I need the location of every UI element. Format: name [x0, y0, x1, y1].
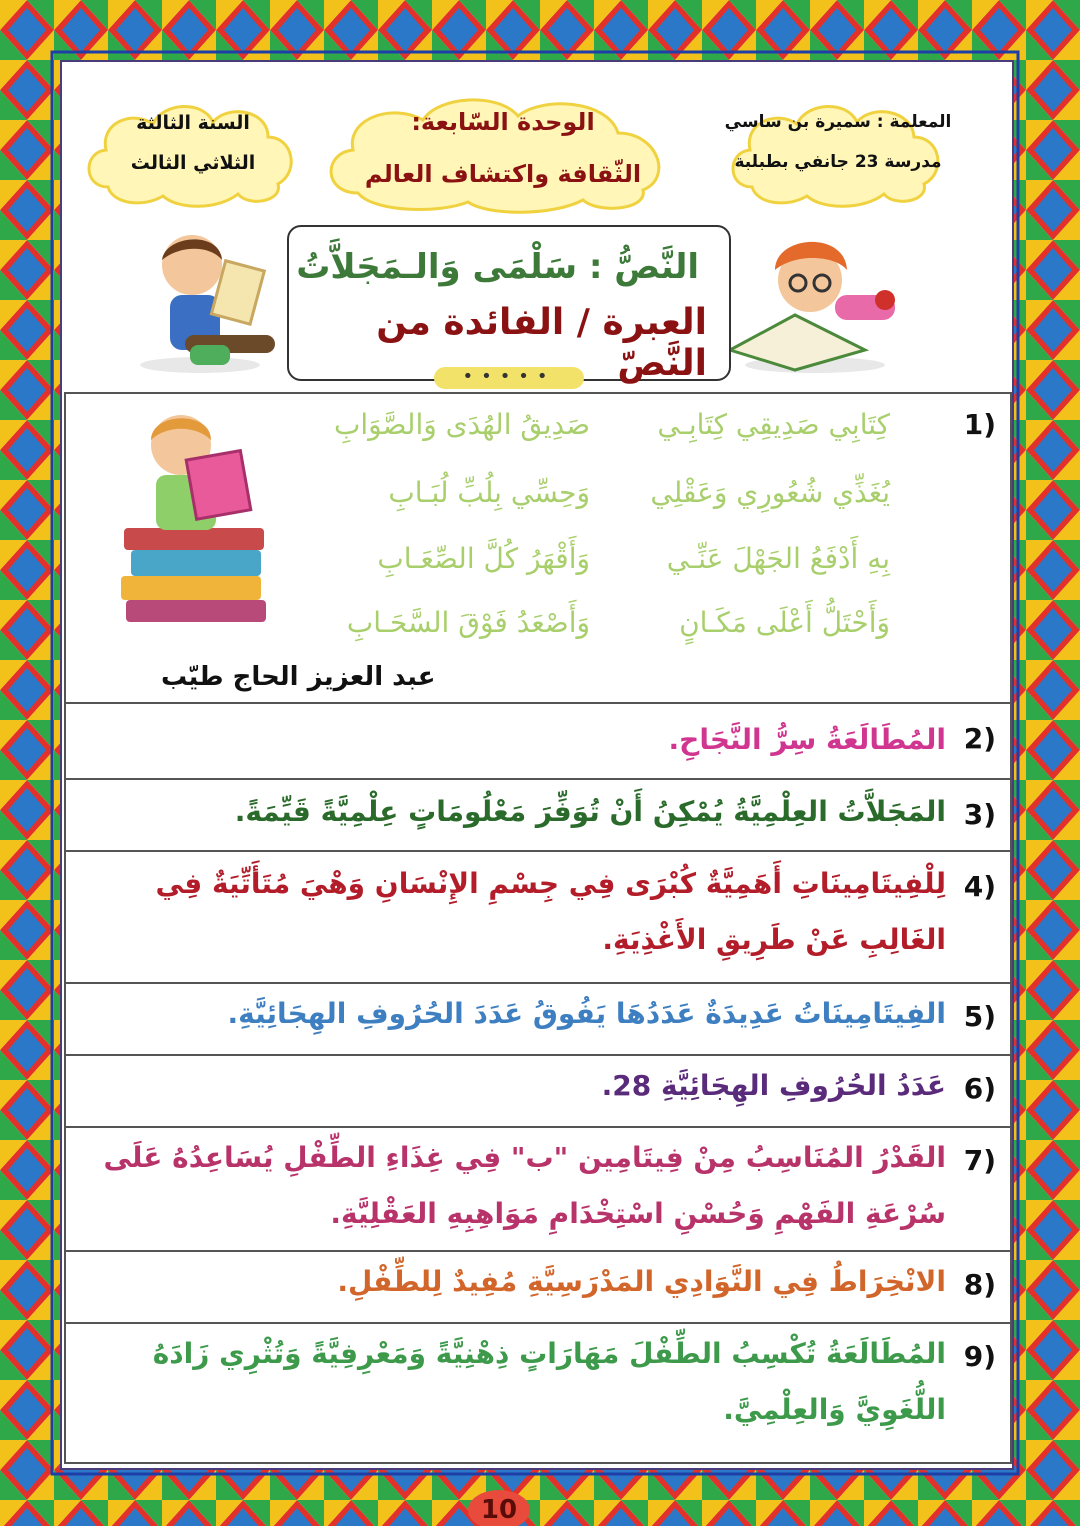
teacher-name: المعلمة : سميرة بن ساسي	[724, 112, 952, 132]
poet-name: عبد العزيز الحاج طيّب	[161, 662, 436, 692]
item-sentence: الفِيتَامِينَاتُ عَدِيدَةٌ عَدَدُهَا يَفُوقُ عَدَدَ الحُرُوفِ الهِجَائِيَّةِ.	[227, 997, 946, 1030]
item-sentence: الانْخِرَاطُ فِي النَّوَادِي المَدْرَسِيَّةِ مُفِيدٌ لِلطِّفْلِ.	[337, 1265, 946, 1298]
item-sentence: المُطَالَعَةُ سِرُّ النَّجَاحِ.	[668, 723, 946, 756]
grade-text: السنة الثالثة	[136, 112, 250, 134]
item-number: 2)	[963, 722, 996, 755]
poem-verse-left: وَحِسِّي بِلُبِّ لُبَـابِ	[388, 476, 590, 509]
table-row	[66, 778, 1010, 852]
table-row	[66, 702, 1010, 780]
item-number: 8)	[963, 1268, 996, 1301]
table-row	[66, 394, 1010, 704]
item-number: 6)	[963, 1072, 996, 1105]
item-sentence: عَدَدُ الحُرُوفِ الهِجَائِيَّةِ 28.	[601, 1069, 946, 1102]
child-on-books-icon	[96, 400, 296, 630]
grade-cloud	[78, 92, 308, 212]
boy-reading-icon	[130, 225, 290, 375]
poem-verse-right: وَأَحْتَلُّ أَعْلَى مَكَـانٍ	[679, 606, 890, 639]
decorative-dots: •••••	[434, 367, 584, 389]
table-row	[66, 1322, 1010, 1458]
poem-verse-right: كِتَابِي صَدِيقِي كِتَابِـي	[657, 408, 890, 441]
table-row	[66, 1250, 1010, 1324]
poem-verse-right: بِهِ أَدْفَعُ الجَهْلَ عَنِّـي	[666, 542, 890, 575]
item-sentence: المَجَلاَّتُ العِلْمِيَّةُ يُمْكِنُ أَنْ تُوَفِّرَ مَعْلُومَاتٍ عِلْمِيَّةً قَيِّمَةً.	[234, 795, 946, 828]
item-number: 1)	[963, 408, 996, 441]
table-row	[66, 982, 1010, 1056]
item-sentence: القَدْرُ المُنَاسِبُ مِنْ فِيتَامِين "ب" فِي غِذَاءِ الطِّفْلِ يُسَاعِدُهُ عَلَى سُرْعَةِ الفَهْمِ وَحُسْنِ اسْتِخْدَامِ مَوَاهِبِهِ العَقْلِيَّةِ.	[103, 1141, 946, 1230]
poem-verse-left: صَدِيقُ الهُدَى وَالصَّوَابِ	[334, 408, 590, 441]
table-row	[66, 850, 1010, 984]
lesson-title: العبرة / الفائدة من النَّصّ	[376, 302, 707, 384]
item-sentence: المُطَالَعَةُ تُكْسِبُ الطِّفْلَ مَهَارَاتٍ ذِهْنِيَّةً وَمَعْرِفِيَّةً وَتُثْرِي زَادَهُ اللُّغَوِيَّ وَالعِلْمِيَّ.	[152, 1337, 946, 1426]
item-number: 7)	[963, 1144, 996, 1177]
poem-verse-right: يُغَذِّي شُعُورِي وَعَقْلِي	[650, 476, 890, 509]
item-number: 4)	[963, 870, 996, 903]
table-row	[66, 1054, 1010, 1128]
item-number: 5)	[963, 1000, 996, 1033]
unit-label: الوحدة السّابعة:	[411, 108, 595, 136]
term-text: الثلاثي الثالث	[130, 152, 256, 174]
table-row	[66, 1126, 1010, 1252]
school-name: مدرسة 23 جانفي بطبلبة	[734, 152, 942, 172]
unit-cloud	[318, 88, 688, 218]
unit-title: الثّقافة واكتشاف العالم	[364, 160, 642, 188]
item-number: 9)	[963, 1340, 996, 1373]
poem-verse-left: وَأَصْعَدُ فَوْقَ السَّحَـابِ	[346, 606, 590, 639]
item-number: 3)	[963, 798, 996, 831]
item-sentence: لِلْفِيتَامِينَاتِ أَهَمِيَّةٌ كُبْرَى فِي جِسْمِ الإِنْسَانِ وَهْيَ مُتَأَتِّيَةٌ فِي الغَالِبِ عَنْ طَرِيقِ الأَغْذِيَةِ.	[155, 867, 946, 956]
title-box	[287, 225, 731, 387]
poem-verse-left: وَأَقْهَرُ كُلَّ الصِّعَـابِ	[377, 542, 590, 575]
page-number: 10	[468, 1490, 530, 1526]
teacher-cloud	[722, 92, 954, 212]
girl-reading-icon	[725, 225, 905, 375]
text-title: النَّصُّ : سَلْمَى وَالـمَجَلاَّتُ	[296, 247, 699, 287]
content-table	[64, 392, 1012, 1464]
